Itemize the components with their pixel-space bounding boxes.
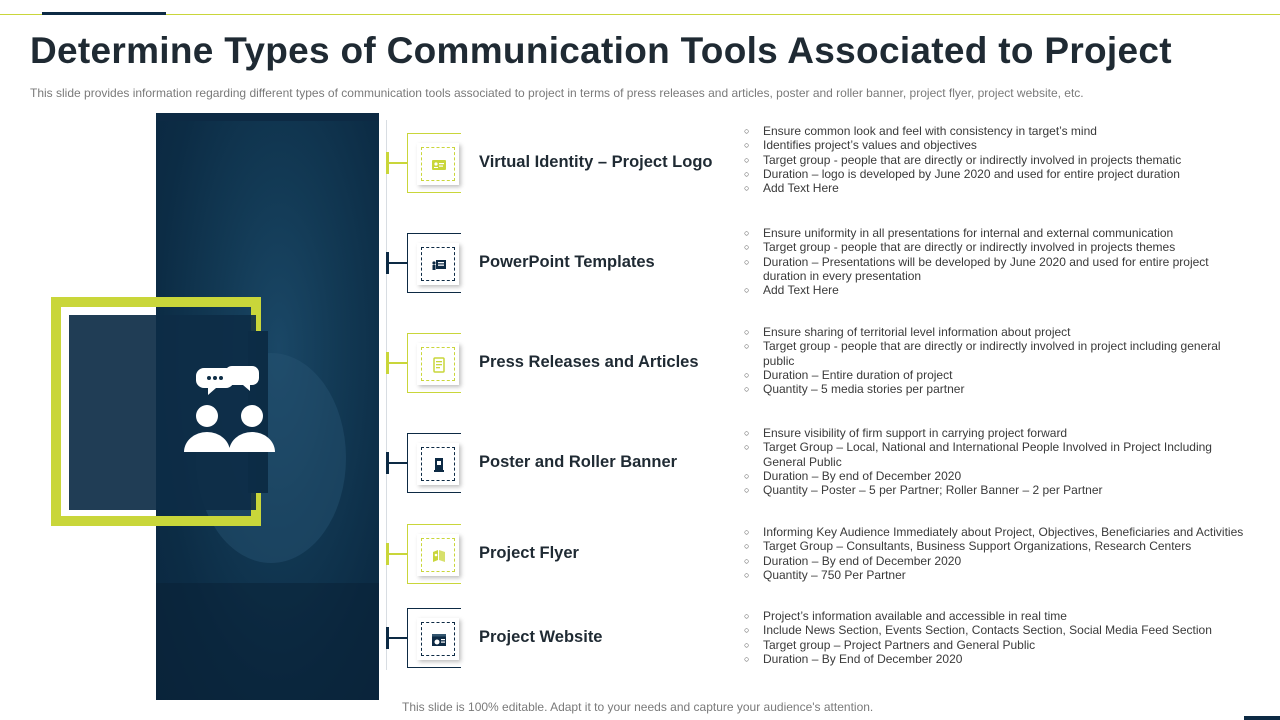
connector-tick [386,452,389,474]
connector-tick [386,152,389,174]
tool-label: Poster and Roller Banner [479,453,678,471]
connector-tick [386,627,389,649]
tool-label: Press Releases and Articles [479,353,699,371]
detail-item: ○ Quantity – Poster – 5 per Partner; Roller Banner – 2 per Partner [744,483,1254,497]
detail-item: ○ Project’s information available and accessible in real time [744,609,1254,623]
tool-details [744,609,1254,666]
tool-details [744,325,1254,396]
detail-item: ○ Target group – Project Partners and General Public [744,638,1254,652]
detail-item: ○ Duration – Presentations will be developed by June 2020 and used for entire project duration in every presentation [744,255,1254,284]
detail-item: ○ Add Text Here [744,283,1254,297]
detail-item: ○ Ensure common look and feel with consistency in target’s mind [744,124,1254,138]
detail-item: ○ Ensure sharing of territorial level information about project [744,325,1254,339]
presentation-icon [431,257,447,273]
detail-item: ○ Target group - people that are directly or indirectly involved in projects thematic [744,153,1254,167]
detail-item: ○ Identifies project’s values and objectives [744,138,1254,152]
detail-item: ○ Add Text Here [744,181,1254,195]
tool-label: Project Flyer [479,544,579,562]
detail-item: ○ Target group - people that are directly or indirectly involved in project including general public [744,339,1254,368]
tool-details [744,426,1254,497]
detail-item: ○ Target group - people that are directly or indirectly involved in projects themes [744,240,1254,254]
tool-details [744,226,1254,297]
footer-note: This slide is 100% editable. Adapt it to your needs and capture your audience's attention. [402,700,874,714]
banner-icon [431,457,447,473]
website-icon [431,632,447,648]
page-title: Determine Types of Communication Tools Associated to Project [30,30,1172,71]
detail-item: ○ Quantity – 5 media stories per partner [744,382,1254,396]
tool-icon-box [407,333,461,393]
connector [386,553,408,555]
detail-item: ○ Ensure uniformity in all presentations for internal and external communication [744,226,1254,240]
top-rule [0,14,1280,15]
tool-label: Virtual Identity – Project Logo [479,153,713,171]
tool-icon-box [407,433,461,493]
page-subtitle: This slide provides information regarding different types of communication tools associated to project in terms of press releases and articles, poster and roller banner, project flyer, project website, etc. [30,86,1084,100]
detail-item: ○ Informing Key Audience Immediately about Project, Objectives, Beneficiaries and Activities [744,525,1254,539]
tool-label: PowerPoint Templates [479,253,655,271]
tool-icon-box [407,608,461,668]
tool-icon-box [407,233,461,293]
people-chat-icon [180,362,280,457]
connector-tick [386,543,389,565]
tool-label: Project Website [479,628,603,646]
bottom-accent-bar [1244,716,1280,720]
id-card-icon [431,157,447,173]
detail-item: ○ Duration – logo is developed by June 2020 and used for entire project duration [744,167,1254,181]
connector [386,362,408,364]
connector-tick [386,352,389,374]
connector [386,262,408,264]
detail-item: ○ Duration – Entire duration of project [744,368,1254,382]
tool-details [744,124,1254,195]
detail-item: ○ Duration – By end of December 2020 [744,554,1254,568]
flyer-icon [431,548,447,564]
connector [386,637,408,639]
tool-details [744,525,1254,582]
top-accent-bar [42,12,166,15]
timeline-line [386,120,387,670]
detail-item: ○ Quantity – 750 Per Partner [744,568,1254,582]
document-icon [431,357,447,373]
connector [386,162,408,164]
detail-item: ○ Include News Section, Events Section, Contacts Section, Social Media Feed Section [744,623,1254,637]
detail-item: ○ Target Group – Local, National and International People Involved in Project Including General Public [744,440,1254,469]
detail-item: ○ Duration – By end of December 2020 [744,469,1254,483]
tool-icon-box [407,524,461,584]
detail-item: ○ Duration – By End of December 2020 [744,652,1254,666]
tool-icon-box [407,133,461,193]
detail-item: ○ Ensure visibility of firm support in carrying project forward [744,426,1254,440]
detail-item: ○ Target Group – Consultants, Business Support Organizations, Research Centers [744,539,1254,553]
connector [386,462,408,464]
connector-tick [386,252,389,274]
